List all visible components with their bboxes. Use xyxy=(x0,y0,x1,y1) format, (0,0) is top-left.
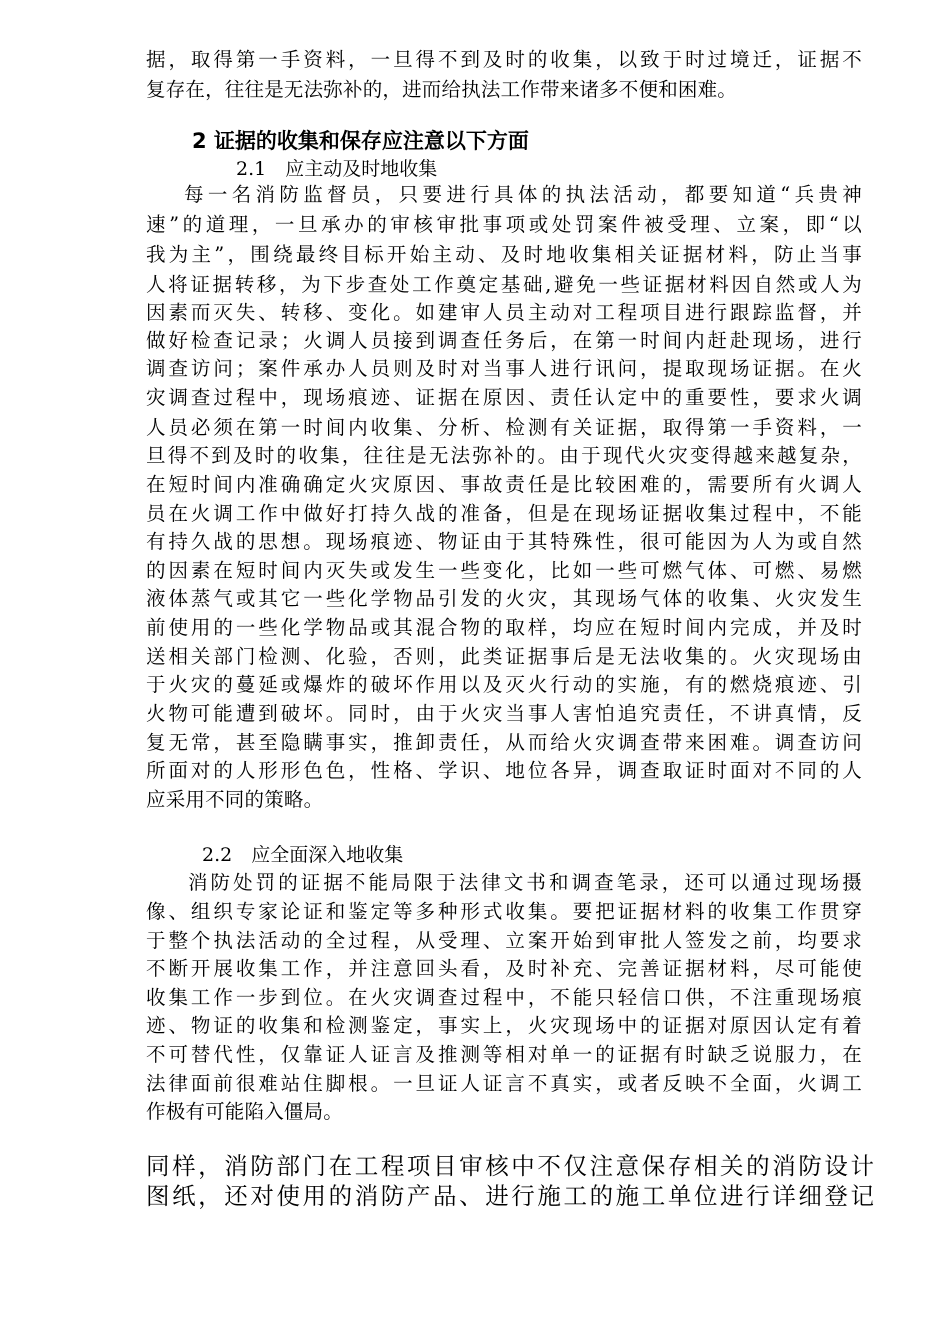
paragraph-line: 的因素在短时间内灭失或发生一些变化，比如一些可燃气体、可燃、易燃 xyxy=(146,559,862,582)
tail-paragraph-line: 同样，消防部门在工程项目审核中不仅注意保存相关的消防设计 xyxy=(146,1152,874,1180)
paragraph-line: 复无常，甚至隐瞒事实，推卸责任，从而给火灾调查带来困难。调查访问 xyxy=(146,731,862,754)
paragraph-line: 所面对的人形形色色，性格、学识、地位各异，调查取证时面对不同的人 xyxy=(146,759,862,782)
paragraph-line: 在短时间内准确确定火灾原因、事故责任是比较困难的，需要所有火调人 xyxy=(146,473,862,496)
paragraph-line: 灾调查过程中，现场痕迹、证据在原因、责任认定中的重要性，要求火调 xyxy=(146,386,862,409)
paragraph-line: 消防处罚的证据不能局限于法律文书和调查笔录，还可以通过现场摄 xyxy=(188,871,862,894)
paragraph-line: 人将证据转移，为下步查处工作奠定基础,避免一些证据材料因自然或人为 xyxy=(146,273,862,296)
paragraph-line: 作极有可能陷入僵局。 xyxy=(146,1100,344,1123)
paragraph-line: 速”的道理，一旦承办的审核审批事项或处罚案件被受理、立案，即“以 xyxy=(146,213,862,236)
paragraph-line: 像、组织专家论证和鉴定等多种形式收集。要把证据材料的收集工作贯穿 xyxy=(146,900,862,923)
paragraph-line: 每一名消防监督员，只要进行具体的执法活动，都要知道“兵贵神 xyxy=(184,183,862,206)
paragraph-line: 不可替代性，仅靠证人证言及推测等相对单一的证据有时缺乏说服力，在 xyxy=(146,1043,862,1066)
paragraph-line: 于整个执法活动的全过程，从受理、立案开始到审批人签发之前，均要求 xyxy=(146,929,862,952)
paragraph-line: 液体蒸气或其它一些化学物品引发的火灾，其现场气体的收集、火灾发生 xyxy=(146,587,862,610)
paragraph-line: 不断开展收集工作，并注意回头看，及时补充、完善证据材料，尽可能使 xyxy=(146,957,862,980)
paragraph-line: 于火灾的蔓延或爆炸的破坏作用以及灭火行动的实施，有的燃烧痕迹、引 xyxy=(146,673,862,696)
paragraph-line: 前使用的一些化学物品或其混合物的取样，均应在短时间内完成，并及时 xyxy=(146,616,862,639)
tail-paragraph-line: 图纸，还对使用的消防产品、进行施工的施工单位进行详细登记 xyxy=(146,1182,874,1210)
paragraph-line: 我为主”，围绕最终目标开始主动、及时地收集相关证据材料，防止当事 xyxy=(146,243,862,266)
paragraph-line: 送相关部门检测、化验，否则，此类证据事后是无法收集的。火灾现场由 xyxy=(146,645,862,668)
subsection-heading-2-1: 2.1 应主动及时地收集 xyxy=(236,158,438,180)
section-heading: 2 证据的收集和保存应注意以下方面 xyxy=(192,129,529,153)
paragraph-line: 调查访问；案件承办人员则及时对当事人进行讯问，提取现场证据。在火 xyxy=(146,357,862,380)
paragraph-line: 火物可能遭到破坏。同时，由于火灾当事人害怕追究责任，不讲真情，反 xyxy=(146,702,862,725)
intro-line: 据，取得第一手资料，一旦得不到及时的收集，以致于时过境迁，证据不 xyxy=(146,48,862,71)
paragraph-line: 迹、物证的收集和检测鉴定，事实上，火灾现场中的证据对原因认定有着 xyxy=(146,1014,862,1037)
paragraph-line: 应采用不同的策略。 xyxy=(146,788,324,811)
paragraph-line: 法律面前很难站住脚根。一旦证人证言不真实，或者反映不全面，火调工 xyxy=(146,1072,862,1095)
paragraph-line: 有持久战的思想。现场痕迹、物证由于其特殊性，很可能因为人为或自然 xyxy=(146,530,862,553)
paragraph-line: 做好检查记录；火调人员接到调查任务后，在第一时间内赶赴现场，进行 xyxy=(146,329,862,352)
paragraph-line: 人员必须在第一时间内收集、分析、检测有关证据，取得第一手资料，一 xyxy=(146,416,862,439)
paragraph-line: 因素而灭失、转移、变化。如建审人员主动对工程项目进行跟踪监督，并 xyxy=(146,301,862,324)
paragraph-line: 员在火调工作中做好打持久战的准备，但是在现场证据收集过程中，不能 xyxy=(146,502,862,525)
paragraph-line: 旦得不到及时的收集，往往是无法弥补的。由于现代火灾变得越来越复杂， xyxy=(146,444,862,467)
subsection-heading-2-2: 2.2 应全面深入地收集 xyxy=(202,844,404,866)
intro-line: 复存在，往往是无法弥补的，进而给执法工作带来诸多不便和困难。 xyxy=(146,78,738,101)
paragraph-line: 收集工作一步到位。在火灾调查过程中，不能只轻信口供，不注重现场痕 xyxy=(146,986,862,1009)
